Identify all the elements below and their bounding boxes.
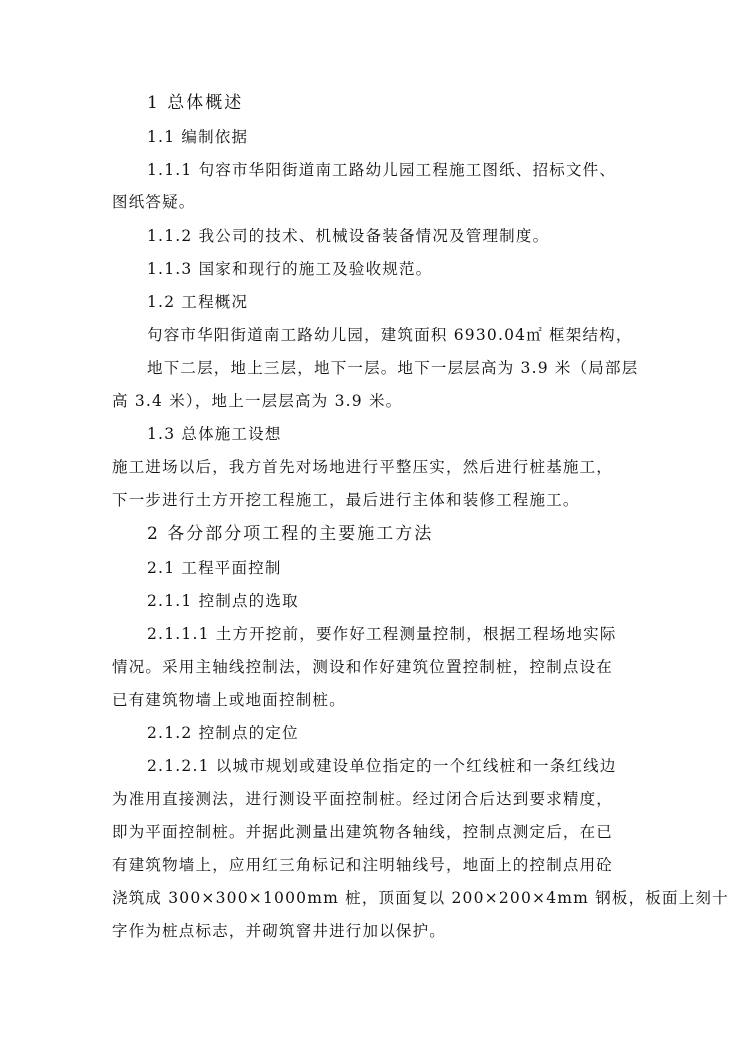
paragraph-line: 为准用直接测法，进行测设平面控制桩。经过闭合后达到要求精度， bbox=[112, 790, 614, 808]
subsection-heading-2-1: 2.1 工程平面控制 bbox=[147, 559, 282, 577]
paragraph-line: 有建筑物墙上，应用红三角标记和注明轴线号，地面上的控制点用砼 bbox=[112, 856, 614, 874]
paragraph-line: 1.1.2 我公司的技术、机械设备装备情况及管理制度。 bbox=[147, 227, 550, 245]
paragraph-line: 2.1.2.1 以城市规划或建设单位指定的一个红线桩和一条红线边 bbox=[147, 757, 617, 775]
paragraph-line: 浇筑成 300×300×1000mm 桩，顶面复以 200×200×4mm 钢板，板面上刻十 bbox=[112, 889, 729, 907]
subsection-heading-2-1-1: 2.1.1 控制点的选取 bbox=[147, 592, 299, 610]
paragraph-line: 高 3.4 米），地上一层层高为 3.9 米。 bbox=[112, 392, 403, 410]
paragraph-line: 即为平面控制桩。并据此测量出建筑物各轴线，控制点测定后，在已 bbox=[112, 823, 614, 841]
subsection-heading-1-2: 1.2 工程概况 bbox=[147, 293, 249, 311]
section-heading-2: 2 各分部分项工程的主要施工方法 bbox=[147, 524, 434, 544]
paragraph-line: 已有建筑物墙上或地面控制桩。 bbox=[112, 691, 346, 709]
subsection-heading-2-1-2: 2.1.2 控制点的定位 bbox=[147, 724, 299, 742]
paragraph-line: 2.1.1.1 土方开挖前，要作好工程测量控制，根据工程场地实际 bbox=[147, 625, 617, 643]
paragraph-line: 1.1.3 国家和现行的施工及验收规范。 bbox=[147, 260, 433, 278]
section-heading-1: 1 总体概述 bbox=[147, 93, 244, 113]
paragraph-line: 字作为桩点标志，并砌筑窨井进行加以保护。 bbox=[112, 922, 447, 940]
paragraph-line: 施工进场以后，我方首先对场地进行平整压实，然后进行桩基施工， bbox=[112, 458, 614, 476]
subsection-heading-1-1: 1.1 编制依据 bbox=[147, 128, 249, 146]
paragraph-line: 情况。采用主轴线控制法，测设和作好建筑位置控制桩，控制点设在 bbox=[112, 658, 614, 676]
paragraph-line: 下一步进行土方开挖工程施工，最后进行主体和装修工程施工。 bbox=[112, 491, 580, 509]
paragraph-line: 句容市华阳街道南工路幼儿园，建筑面积 6930.04㎡ 框架结构， bbox=[147, 326, 633, 344]
subsection-heading-1-3: 1.3 总体施工设想 bbox=[147, 425, 282, 443]
paragraph-line: 地下二层，地上三层，地下一层。地下一层层高为 3.9 米（局部层 bbox=[147, 359, 639, 377]
paragraph-line: 1.1.1 句容市华阳街道南工路幼儿园工程施工图纸、招标文件、 bbox=[147, 161, 617, 179]
paragraph-line: 图纸答疑。 bbox=[112, 193, 196, 211]
